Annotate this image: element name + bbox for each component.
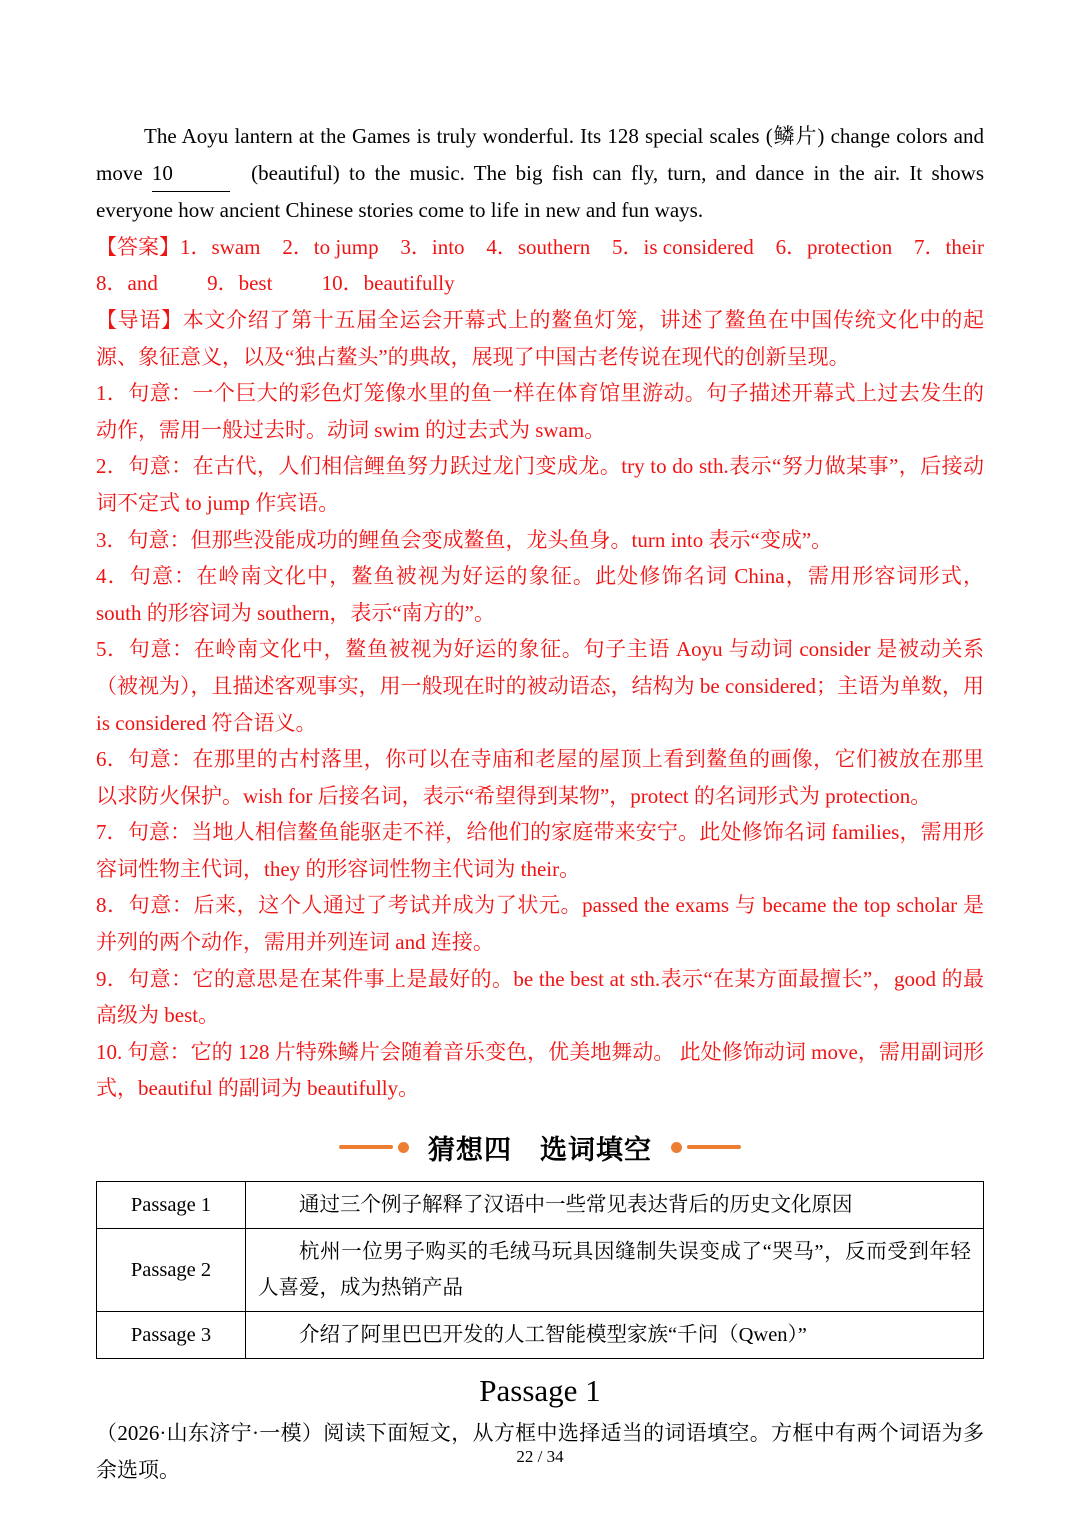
blank-item-10: [152, 155, 230, 193]
deco-line-left: [339, 1145, 393, 1149]
passage-1-instruction: （2026·山东济宁·一模）阅读下面短文，从方框中选择适当的词语填空。方框中有两个词语为多余选项。: [96, 1421, 984, 1482]
answers-line-2: [96, 265, 984, 302]
daoyu-paragraph: 【导语】本文介绍了第十五届全运会开幕式上的鳌鱼灯笼，讲述了鳌鱼在中国传统文化中的起源、象征意义，以及“独占鳌头”的典故，展现了中国古老传说在现代的创新呈现。: [96, 307, 984, 369]
intro-text-2: (beautiful) to the music. The big fish can fly, turn, and dance in the air. It shows everyone how ancient Chinese stories come to life in new and fun ways.: [96, 160, 985, 223]
section-title: 猜想四 选词填空: [428, 1134, 652, 1165]
passage-summary-table: [96, 1181, 984, 1359]
explanation-item-1: 1．句意：一个巨大的彩色灯笼像水里的鱼一样在体育馆里游动。句子描述开幕式上过去发生的动作，需用一般过去时。动词 swim 的过去式为 swam。: [96, 381, 984, 442]
passage-1-desc-cell: [246, 1182, 984, 1229]
deco-dot-left: [398, 1142, 409, 1153]
explanation-item-8: 8．句意：后来，这个人通过了考试并成为了状元。passed the exams 与 became the top scholar 是并列的两个动作，需用并列连词 and 连接。: [96, 893, 984, 955]
table-row-passage-3: [97, 1312, 984, 1359]
blank-number: 10: [151, 160, 173, 185]
answer-5: 5．is considered: [612, 234, 754, 259]
answers-line-1: [96, 229, 984, 266]
table-row-passage-2: [97, 1229, 984, 1312]
section-header: [96, 1127, 984, 1167]
passage-2-label: Passage 2: [97, 1229, 246, 1312]
explanation-item-10: 10. 句意：它的 128 片特殊鳞片会随着音乐变色，优美地舞动。 此处修饰动词 move，需用副词形式，beautiful 的副词为 beautifully。: [96, 1039, 984, 1101]
table-row-passage-1: [97, 1182, 984, 1229]
answer-7: 7．their: [914, 234, 984, 259]
answer-10: 10．beautifully: [321, 271, 455, 296]
passage-1-heading: Passage 1: [479, 1373, 601, 1409]
answer-9: 9．best: [207, 271, 273, 296]
passage-2-desc-cell: [246, 1229, 984, 1312]
answer-4: 4．southern: [486, 234, 591, 259]
explanation-item-3: 3．句意：但那些没能成功的鲤鱼会变成鳌鱼，龙头鱼身。turn into 表示“变成”。: [96, 527, 833, 552]
page-number: 22 / 34: [516, 1447, 564, 1466]
intro-paragraph: [96, 118, 984, 229]
answers-label: 【答案】: [96, 234, 180, 259]
explanation-item-7: 7．句意：当地人相信鳌鱼能驱走不祥，给他们的家庭带来安宁。此处修饰名词 families，需用形容词性物主代词，they 的形容词性物主代词为 their。: [96, 820, 984, 881]
passage-3-label: Passage 3: [97, 1312, 246, 1359]
answer-2: 2．to jump: [282, 234, 379, 259]
deco-dot-right: [671, 1142, 682, 1153]
passage-1-label: Passage 1: [97, 1182, 246, 1229]
intro-text-1: The Aoyu lantern at the Games is truly wonderful. Its 128 special scales (鳞片) change colors and move: [96, 124, 984, 185]
answer-1: 1．swam: [180, 234, 261, 259]
explanation-item-2: 2．句意：在古代，人们相信鲤鱼努力跃过龙门变成龙。try to do sth.表示“努力做某事”，后接动词不定式 to jump 作宾语。: [96, 454, 984, 515]
explanation-item-9: 9．句意：它的意思是在某件事上是最好的。be the best at sth.表示“在某方面最擅长”，good 的最高级为 best。: [96, 966, 984, 1028]
explanation-item-5: 5．句意：在岭南文化中，鳌鱼被视为好运的象征。句子主语 Aoyu 与动词 consider 是被动关系（被视为），且描述客观事实，用一般现在时的被动语态，结构为 be considered；主语为单数，用 is considered 符合语义。: [96, 637, 984, 735]
explanation-item-6: 6．句意：在那里的古村落里，你可以在寺庙和老屋的屋顶上看到鳌鱼的画像，它们被放在那里以求防火保护。wish for 后接名词，表示“希望得到某物”，protect 的名词形式为 protection。: [96, 747, 984, 808]
explanation-item-4: 4．句意：在岭南文化中，鳌鱼被视为好运的象征。此处修饰名词 China，需用形容词形式，south 的形容词为 southern，表示“南方的”。: [96, 564, 984, 625]
answers-first-group: [96, 229, 261, 266]
passage-2-desc: 杭州一位男子购买的毛绒马玩具因缝制失误变成了“哭马”，反而受到年轻人喜爱，成为热销产品: [258, 1241, 971, 1300]
passage-1-desc: 通过三个例子解释了汉语中一些常见表达背后的历史文化原因: [299, 1194, 853, 1217]
passage-3-desc: 介绍了阿里巴巴开发的人工智能模型家族“千问（Qwen）”: [299, 1324, 807, 1347]
answer-8: 8．and: [96, 271, 158, 296]
passage-3-desc-cell: [246, 1312, 984, 1359]
answer-3: 3．into: [400, 234, 465, 259]
deco-line-right: [687, 1145, 741, 1149]
answer-6: 6．protection: [775, 234, 893, 259]
